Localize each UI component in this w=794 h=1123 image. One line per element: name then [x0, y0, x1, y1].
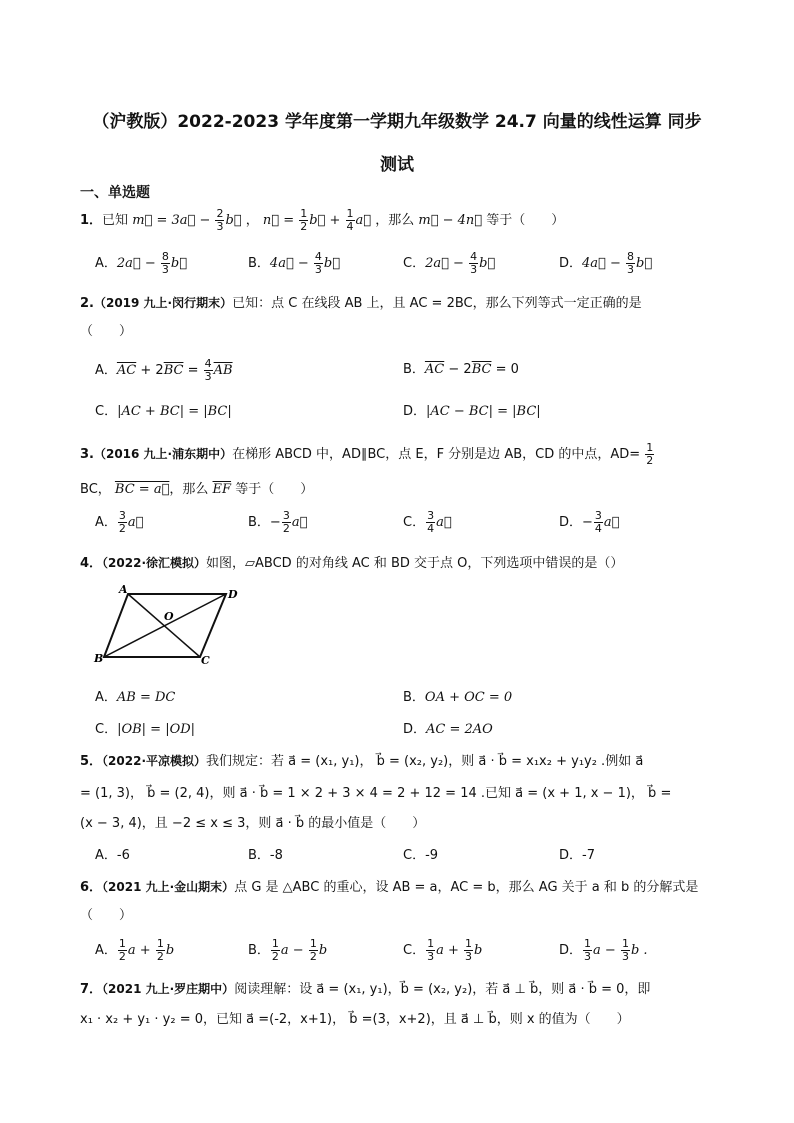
- q5-option-b[interactable]: B．-8: [248, 848, 283, 863]
- parallelogram-figure: [88, 582, 248, 672]
- q6-option-a[interactable]: A． $\frac{1}{2}$ a + $\frac{1}{2}$ b: [95, 937, 175, 963]
- q1-option-a[interactable]: A．2a⃗ − $\frac{8}{3}$ b⃗: [95, 250, 188, 276]
- vertex-d-label: D: [228, 588, 238, 601]
- q4-option-d[interactable]: D．AC = 2AO: [403, 722, 493, 737]
- question-3-line2: BC， BC = a⃗，那么 $\overline{EF}$ 等于（ ）: [80, 482, 314, 497]
- question-3-stem: 3.（2016 九上·浦东期中）在梯形 ABCD 中，AD∥BC，点 E，F 分别是边 AB，CD 的中点，AD= $\frac{1}{2}$: [80, 441, 654, 467]
- question-4-stem: 4．（2022·徐汇模拟）如图，▱ABCD 的对角线 AC 和 BD 交于点 O，下列选项中错误的是（）: [80, 556, 624, 571]
- question-2-paren: （ ）: [80, 324, 133, 339]
- q5-option-c[interactable]: C．-9: [403, 848, 439, 863]
- question-7-line2: x₁ · x₂ + y₁ · y₂ = 0，已知 a⃗ =(-2，x+1)， b⃗ =(3，x+2)，且 a⃗ ⊥ b⃗，则 x 的值为（ ）: [80, 1012, 630, 1027]
- q1-option-c[interactable]: C．2a⃗ − $\frac{4}{3}$ b⃗: [403, 250, 496, 276]
- q4-option-a[interactable]: A．AB = DC: [95, 690, 176, 705]
- question-1-stem: 1．已知 m⃗ = 3a⃗ − $\frac{2}{3}$ b⃗ ， n⃗ = $\frac{1}{2}$ b⃗ + $\frac{1}{4}$ a⃗ ，那么 m⃗ − 4n⃗ 等于（ ）: [80, 207, 565, 233]
- question-2-stem: 2.（2019 九上·闵行期末）已知：点 C 在线段 AB 上，且 AC = 2BC，那么下列等式一定正确的是: [80, 296, 642, 311]
- q3-option-b[interactable]: B．− $\frac{3}{2}$ a⃗: [248, 509, 308, 535]
- page-title: （沪教版）2022-2023 学年度第一学期九年级数学 24.7 向量的线性运算 同步: [92, 112, 702, 132]
- q2-option-d[interactable]: D．|AC − BC| = |BC|: [403, 404, 541, 419]
- question-5-line3: (x − 3, 4)，且 −2 ≤ x ≤ 3，则 a⃗ · b⃗ 的最小值是（ ）: [80, 816, 426, 831]
- q1-option-d[interactable]: D．4a⃗ − $\frac{8}{3}$ b⃗: [559, 250, 653, 276]
- q6-option-b[interactable]: B． $\frac{1}{2}$ a − $\frac{1}{2}$ b: [248, 937, 328, 963]
- q5-option-d[interactable]: D．-7: [559, 848, 595, 863]
- vertex-c-label: C: [201, 654, 210, 667]
- center-o-label: O: [164, 610, 174, 623]
- vertex-a-label: A: [119, 583, 128, 596]
- q3-option-a[interactable]: A． $\frac{3}{2}$ a⃗: [95, 509, 144, 535]
- question-5-line2: = (1, 3)， b⃗ = (2, 4)，则 a⃗ · b⃗ = 1 × 2 + 3 × 4 = 2 + 12 = 14 .已知 a⃗ = (x + 1, x − 1)， b⃗ =: [80, 786, 672, 801]
- q1-option-b[interactable]: B．4a⃗ − $\frac{4}{3}$ b⃗: [248, 250, 341, 276]
- q3-option-c[interactable]: C． $\frac{3}{4}$ a⃗: [403, 509, 452, 535]
- q3-option-d[interactable]: D．− $\frac{3}{4}$ a⃗: [559, 509, 620, 535]
- q4-option-c[interactable]: C．|OB| = |OD|: [95, 722, 196, 737]
- q4-option-b[interactable]: B．OA + OC = 0: [403, 690, 513, 705]
- question-5-stem: 5．（2022·平凉模拟）我们规定：若 a⃗ = (x₁, y₁)， b⃗ = (x₂, y₂)，则 a⃗ · b⃗ = x₁x₂ + y₁y₂ .例如 a⃗: [80, 754, 644, 769]
- diagonal-bd: [104, 594, 226, 657]
- question-6-stem: 6．（2021 九上·金山期末）点 G 是 △ABC 的重心，设 AB = a，AC = b，那么 AG 关于 a 和 b 的分解式是: [80, 880, 699, 895]
- q5-option-a[interactable]: A．-6: [95, 848, 130, 863]
- q2-option-b[interactable]: B．$\overline{AC} - 2\overline{BC} = 0$: [403, 362, 519, 377]
- q6-option-d[interactable]: D． $\frac{1}{3}$ a − $\frac{1}{3}$ b .: [559, 937, 648, 963]
- page-title-line2: 测试: [380, 155, 414, 175]
- question-7-stem: 7．（2021 九上·罗庄期中）阅读理解：设 a⃗ = (x₁, y₁)，b⃗ = (x₂, y₂)，若 a⃗ ⊥ b⃗，则 a⃗ · b⃗ = 0，即: [80, 982, 651, 997]
- question-number: 1．: [80, 213, 103, 228]
- section-heading: 一、单选题: [80, 185, 150, 201]
- q2-option-c[interactable]: C．|AC + BC| = |BC|: [95, 404, 232, 419]
- vertex-b-label: B: [94, 652, 104, 665]
- q6-option-c[interactable]: C． $\frac{1}{3}$ a + $\frac{1}{3}$ b: [403, 937, 483, 963]
- question-6-paren: （ ）: [80, 908, 133, 923]
- q2-option-a[interactable]: A．$\overline{AC} + 2\overline{BC}$ = $\frac{4}{3}$ $\overline{AB}$: [95, 357, 233, 383]
